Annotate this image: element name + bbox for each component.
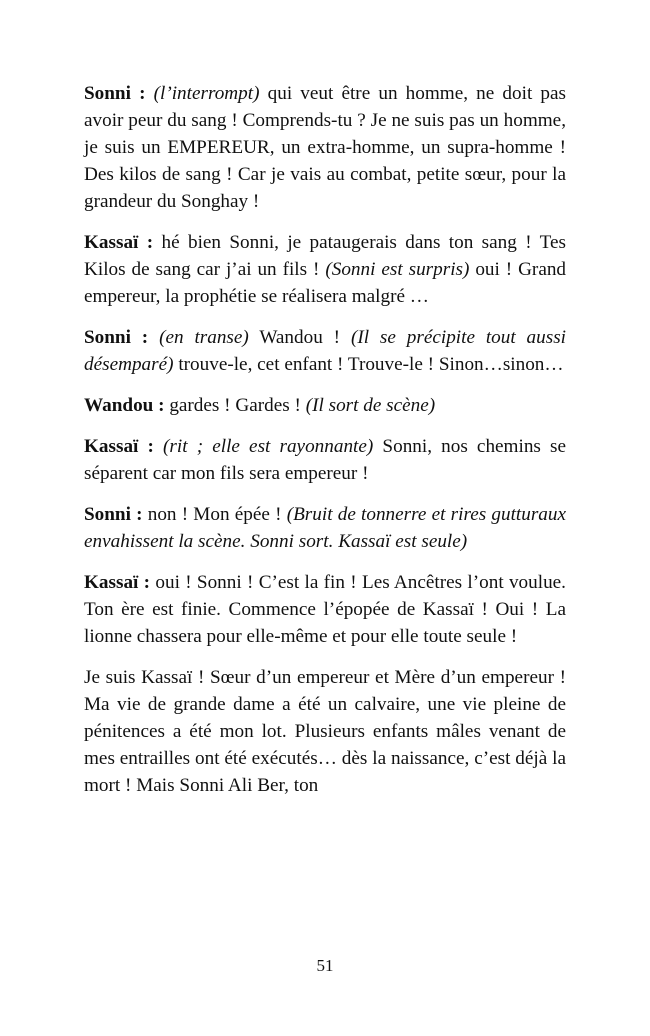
speaker-name: Kassaï :: [84, 436, 154, 457]
dialogue-text: Wandou !: [248, 327, 351, 348]
page-body: [84, 80, 566, 813]
text-segment: [148, 327, 159, 348]
dialogue-paragraph: [84, 229, 566, 310]
dialogue-paragraph: [84, 501, 566, 555]
dialogue-text: qui veut être un homme, ne doit pas avoir peur du sang ! Comprends-tu ? Je ne suis pas un homme, je suis un EMPEREUR, un extra-homme, un supra-homme ! Des kilos de sang ! Car je vais au combat, petite sœur, pour la grandeur du Songhay !: [84, 83, 566, 212]
speaker-name: Wandou :: [84, 395, 165, 416]
text-segment: [154, 436, 163, 457]
speaker-name: Sonni :: [84, 327, 149, 348]
page-number: 51: [316, 956, 334, 975]
dialogue-paragraph: [84, 324, 566, 378]
dialogue-paragraph: [84, 569, 566, 650]
dialogue-text: non ! Mon épée !: [142, 504, 287, 525]
text-segment: [145, 83, 153, 104]
dialogue-text: trouve-le, cet enfant ! Trouve-le ! Sinon…sinon…: [173, 354, 564, 375]
dialogue-text: oui ! Grand empereur, la prophétie se réalisera malgré …: [84, 259, 567, 307]
speaker-name: Kassaï :: [84, 232, 154, 253]
stage-direction: (Il sort de scène): [305, 395, 436, 416]
stage-direction: (Sonni est surpris): [325, 259, 470, 280]
speaker-name: Sonni :: [84, 83, 146, 104]
stage-direction: (Bruit de tonnerre et rires gutturaux envahissent la scène. Sonni sort. Kassaï est seule): [84, 504, 566, 552]
dialogue-paragraph: [84, 392, 566, 419]
dialogue-paragraph: [84, 433, 566, 487]
speaker-name: Kassaï :: [84, 572, 151, 593]
closing-paragraph: Je suis Kassaï ! Sœur d’un empereur et Mère d’un empereur ! Ma vie de grande dame a été un calvaire, une vie pleine de pénitences a été mon lot. Plusieurs enfants mâles venant de mes entrailles ont été exécutés… dès la naissance, c’est déjà la mort ! Mais Sonni Ali Ber, ton: [84, 667, 566, 796]
stage-direction: (en transe): [159, 327, 249, 348]
dialogue-text: Sonni, nos chemins se séparent car mon fils sera empereur !: [84, 436, 566, 484]
speaker-name: Sonni :: [84, 504, 143, 525]
stage-direction: (l’interrompt): [153, 83, 260, 104]
dialogue-text: hé bien Sonni, je pataugerais dans ton sang ! Tes Kilos de sang car j’ai un fils !: [84, 232, 566, 280]
dialogue-text: gardes ! Gardes !: [164, 395, 306, 416]
stage-direction: (rit ; elle est rayonnante): [163, 436, 374, 457]
dialogue-text: oui ! Sonni ! C’est la fin ! Les Ancêtres l’ont voulue. Ton ère est finie. Commence l’épopée de Kassaï ! Oui ! La lionne chassera pour elle-même et pour elle toute seule !: [84, 572, 566, 647]
dialogue-paragraph: [84, 80, 566, 215]
stage-direction: (Il se précipite tout aussi désemparé): [84, 327, 567, 375]
